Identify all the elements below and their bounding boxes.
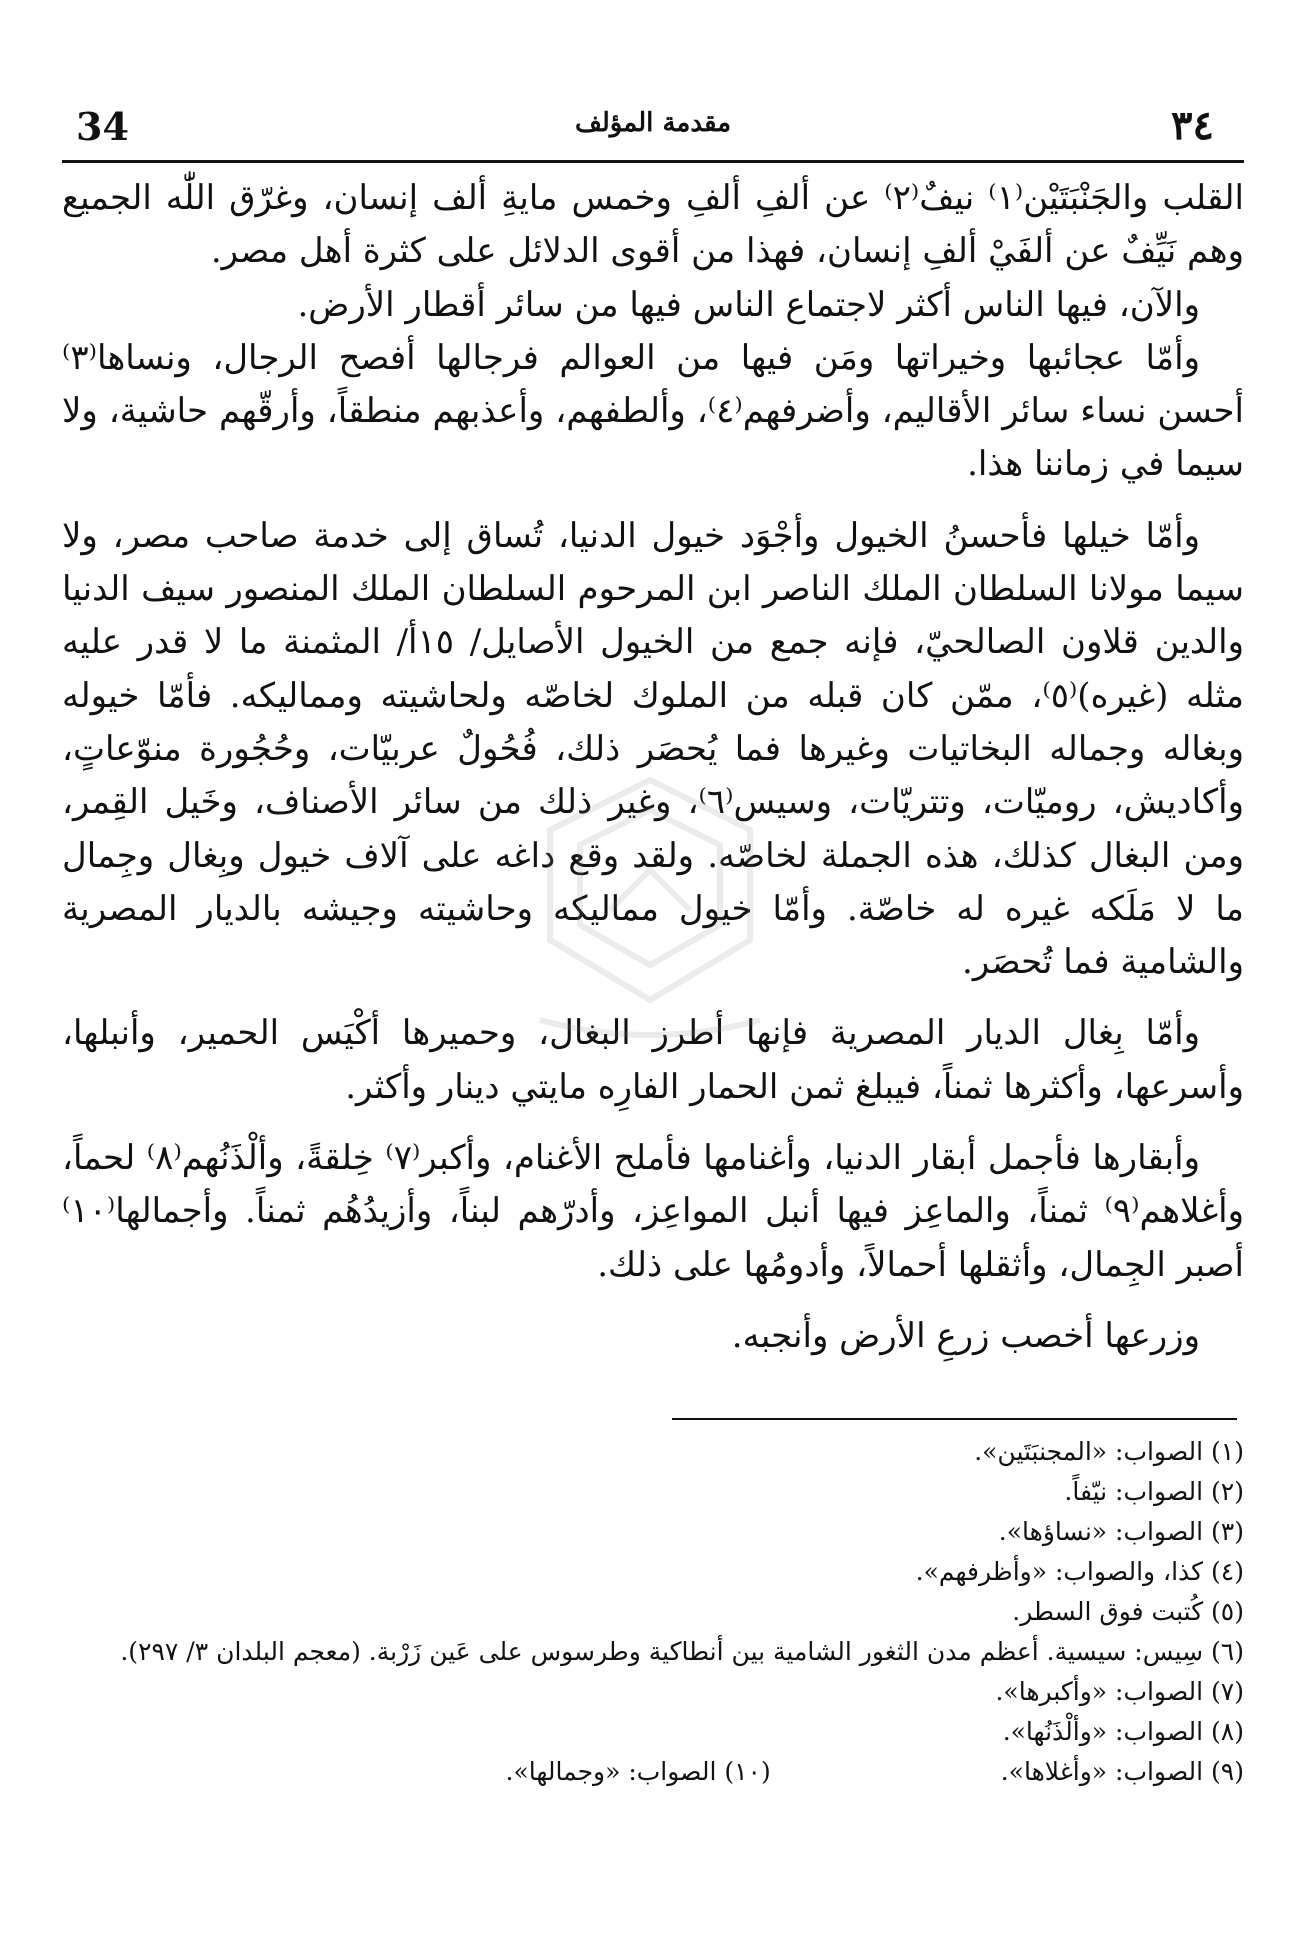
footnote: (٥) كُتبت فوق السطر. [1012, 1597, 1244, 1626]
paragraph: وأمّا عجائبها وخيراتها ومَن فيها من العوالم فرجالها أفصح الرجال، ونساها⁽٣⁾ أحسن نساء سائر الأقاليم، وأضرفهم⁽٤⁾، وألطفهم، وأعذبهم منطقاً، وأرقّهم حاشية، ولا سيما في زماننا هذا. [62, 337, 1245, 485]
footnote: (٨) الصواب: «وألْذَنُها». [1002, 1717, 1244, 1746]
page-header [62, 92, 1244, 156]
page-number-latin: 34 [76, 104, 129, 149]
footnote: (١٠) الصواب: «وجمالها». [505, 1757, 771, 1786]
footnotes [62, 1432, 1244, 1792]
page-number-arabic: ٣٤ [1171, 102, 1214, 149]
running-title: مقدمة المؤلف [574, 108, 732, 138]
footnote-row [62, 1752, 1244, 1792]
footnote: (٢) الصواب: نيّفاً. [1064, 1477, 1244, 1506]
paragraph: وأمّا بِغال الديار المصرية فإنها أطرز البغال، وحميرها أكْيَس الحمير، وأنبلها، وأسرعها، وأكثرها ثمناً، فيبلغ ثمن الحمار الفارِه مايتي دينار وأكثر. [62, 1013, 1244, 1107]
paragraph: وزرعها أخصب زرعِ الأرض وأنجبه. [731, 1315, 1200, 1356]
footnote: (٧) الصواب: «وأكبرها». [995, 1677, 1244, 1706]
footnote: (٤) كذا، والصواب: «وأظرفهم». [915, 1557, 1244, 1586]
footnote: (٩) الصواب: «وأغلاها». [1000, 1757, 1244, 1786]
footnote-rule [672, 1418, 1237, 1420]
header-rule [62, 160, 1244, 163]
footnote: (٦) سِيس: سيسية. أعظم مدن الثغور الشامية بين أنطاكية وطرسوس على عَين زَرْبة. (معجم البلدان ٣/ ٢٩٧). [120, 1637, 1244, 1666]
paragraph: والآن، فيها الناس أكثر لاجتماع الناس فيها من سائر أقطار الأرض. [297, 284, 1200, 325]
paragraph: وأبقارها فأجمل أبقار الدنيا، وأغنامها فأملح الأغنام، وأكبر⁽٧⁾ خِلقةً، وألْذَنُهم⁽٨⁾ لحماً، وأغلاهم⁽٩⁾ ثمناً، والماعِز فيها أنبل المواعِز، وأدرّهم لبناً، وأزيدُهُم ثمناً. وأجمالها⁽١٠⁾ أصبر الجِمال، وأثقلها أحمالاً، وأدومُها على ذلك. [62, 1138, 1244, 1285]
main-text [62, 172, 1244, 1363]
footnote: (٣) الصواب: «نساؤها». [998, 1517, 1244, 1546]
footnote: (١) الصواب: «المجنبَتَين». [974, 1437, 1244, 1466]
paragraph: وأمّا خيلها فأحسنُ الخيول وأجْوَد خيول الدنيا، تُساق إلى خدمة صاحب مصر، ولا سيما مولانا السلطان الملك الناصر ابن المرحوم السلطان الملك المنصور سيف الدنيا والدين قلاون الصالحيّ، فإنه جمع من الخيول الأصايل/ ١٥أ/ المثمنة ما لا قدر عليه مثله (غيره)⁽٥⁾، ممّن كان قبله من الملوك لخاصّه ولحاشيته ومماليكه. فأمّا خيوله وبغاله وجماله البخاتيات وغيرها فما يُحصَر ذلك، فُحُولٌ عربيّات، وحُجُورة منوّعاتٍ، وأكاديش، روميّات، وتتريّات، وسيس⁽٦⁾، وغير ذلك من سائر الأصناف، وخَيل القِمر، ومن البغال كذلك، هذه الجملة لخاصّه. ولقد وقع داغه على آلاف خيول وبِغال وجِمال ما لا مَلَكه غيره له خاصّة. وأمّا خيول مماليكه وحاشيته وجيشه بالديار المصرية والشامية فما تُحصَر. [62, 515, 1244, 983]
paragraph: القلب والجَنْبَتَيْن⁽١⁾ نيفٌ⁽٢⁾ عن ألفِ ألفِ وخمس مايةِ ألف إنسان، وغرّق اللّٰه الجميع وهم نَيِّفٌ عن ألفَيْ ألفِ إنسان، فهذا من أقوى الدلائل على كثرة أهل مصر. [62, 178, 1244, 272]
